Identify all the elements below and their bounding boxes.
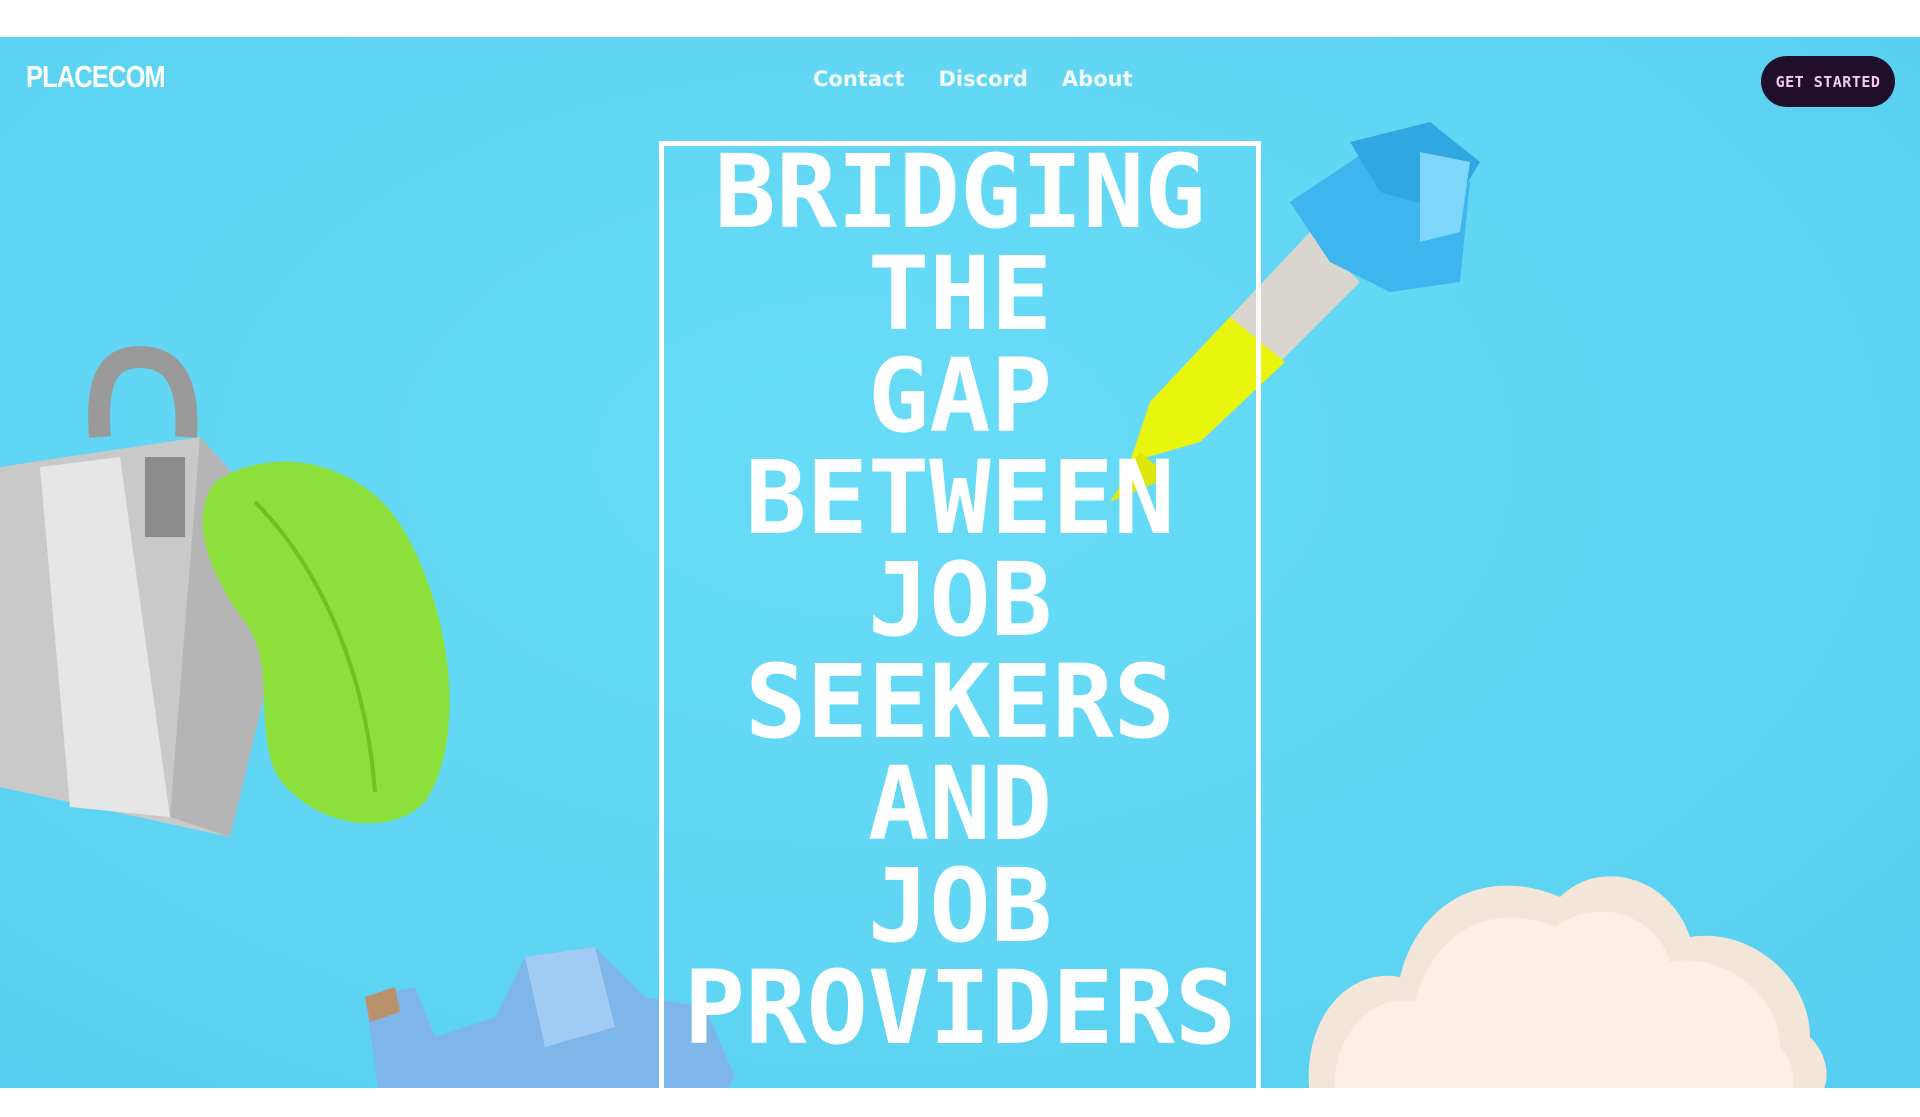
get-started-button[interactable]: GET STARTED [1761,56,1895,107]
headline-line: BRIDGING [714,133,1206,252]
hero-headline [0,133,1920,1068]
nav-contact[interactable]: Contact [813,67,905,91]
headline-line: SEEKERS [745,643,1175,762]
headline-line: JOB [867,541,1053,660]
top-strip [0,0,1920,37]
headline-line: PROVIDERS [683,949,1237,1068]
headline-line: THE [867,235,1053,354]
nav-discord[interactable]: Discord [938,67,1028,91]
bottom-strip [0,1088,1920,1117]
headline-line: AND [867,745,1053,864]
headline-line: JOB [867,847,1053,966]
nav-about[interactable]: About [1061,67,1133,91]
site-logo[interactable]: PLACECOM [26,59,165,94]
main-nav [813,67,1133,91]
hero-section [0,37,1920,1088]
headline-line: BETWEEN [745,439,1175,558]
headline-line: GAP [867,337,1053,456]
